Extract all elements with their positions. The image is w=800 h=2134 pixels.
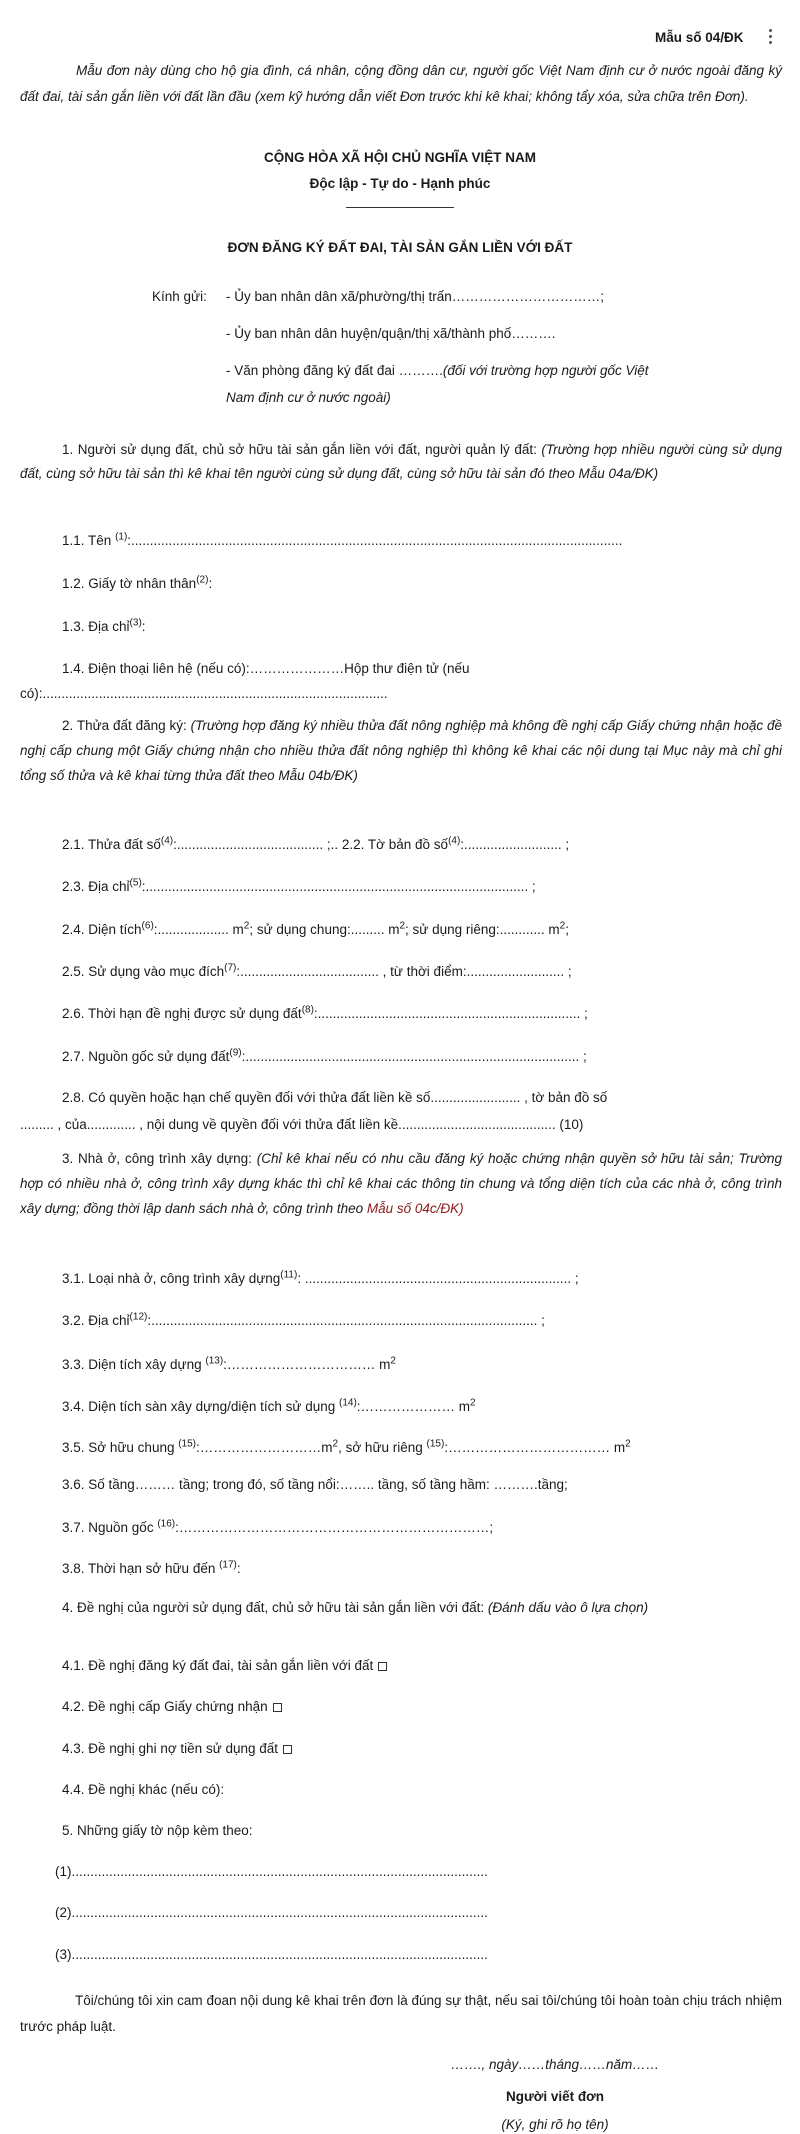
field-3-4-floor-area: 3.4. Diện tích sàn xây dựng/diện tích sử dụng $^{(14)}$:………………… $m^2$ [62,1397,476,1414]
signer-title: Người viết đơn [506,2089,604,2104]
form-intro: Mẫu đơn này dùng cho hộ gia đình, cá nhân, cộng đồng dân cư, người gốc Việt Nam định cư ở nước ngoài đăng ký đất đai, tài sản gắn liền với đất lần đầu (xem kỹ hướng dẫn viết Đơn trước khi kê khai; không tẩy xóa, sửa chữa trên Đơn). [20,63,782,104]
field-2-1-parcel-number: 2.1. Thửa đất số$^{(4)}$:....................................... ;.. 2.2. Tờ bản đồ số$^{(4)}$:.......................... ; [62,835,570,852]
field-3-8-ownership-term: 3.8. Thời hạn sở hữu đến $^{(17)}$: [62,1559,241,1576]
country-name: CỘNG HÒA XÃ HỘI CHỦ NGHĨA VIỆT NAM [263,150,536,165]
field-3-5-ownership: 3.5. Sở hữu chung $^{(15)}:\dots\dots\dots\dots\dots\dots\dots\dots\dots m^2$, sở hữu riêng $^{(15)}$:……………………………… $m^2$ [62,1438,631,1455]
option-4-1-register[interactable]: 4.1. Đề nghị đăng ký đất đai, tài sản gắn liền với đất [62,1657,387,1675]
attachment-line-1: (1)............................................................................................................... [55,1864,488,1879]
field-2-7-origin: 2.7. Nguồn gốc sử dụng đất$^{(9)}$:......................................................................................... ; [62,1047,587,1064]
signer-note: (Ký, ghi rõ họ tên) [501,2117,609,2132]
section-3-intro: 3. Nhà ở, công trình xây dựng: (Chỉ kê khai nếu có nhu cầu đăng ký hoặc chứng nhận quyền sở hữu tài sản; Trường hợp có nhiều nhà ở, công trình xây dựng khác thì chỉ kê khai các thông tin chung và tổng diện tích của các nhà ở, công trình xây dựng; đồng thời lập danh sách nhà ở, công trình theo Mẫu số 04c/ĐK) [20,1151,782,1216]
more-options-icon[interactable] [769,29,773,45]
checkbox-4-3[interactable] [283,1745,292,1754]
field-2-5-purpose: 2.5. Sử dụng vào mục đích$^{(7)}$:..................................... , từ thời điểm:.......................... ; [62,962,572,979]
field-3-6-floors: 3.6. Số tầng……… tầng; trong đó, số tầng nổi:…….. tầng, số tầng hầm: ……….tầng; [62,1477,568,1492]
field-1-2-identity: 1.2. Giấy tờ nhân thân$^{(2)}$: [62,574,213,591]
field-1-4-phone-email: 1.4. Điện thoại liên hệ (nếu có):…………………Hộp thư điện tử (nếu [62,661,470,676]
section-5-title: 5. Những giấy tờ nộp kèm theo: [62,1823,253,1838]
recipient-land-office-note: Nam định cư ở nước ngoài) [226,390,391,405]
field-2-4-area: 2.4. Diện tích$^{(6)}$:................... $m^2$; sử dụng chung:......... $m^2$; sử dụng riêng:............ $m^2$; [62,920,569,937]
field-3-1-building-type: 3.1. Loại nhà ở, công trình xây dựng$^{(11)}$: ....................................................................... ; [62,1269,579,1286]
recipient-district: - Ủy ban nhân dân huyện/quận/thị xã/thành phố………. [226,326,556,341]
recipient-commune: - Ủy ban nhân dân xã/phường/thị trấn……………………………; [226,289,605,304]
option-4-4-other: 4.4. Đề nghị khác (nếu có): [62,1782,225,1797]
field-1-4-phone-email-cont: có):............................................................................................ [20,686,388,701]
field-2-6-term: 2.6. Thời hạn đề nghị được sử dụng đất$^{(8)}$:...................................................................... ; [62,1004,588,1021]
form-04c-link[interactable]: Mẫu số 04c/ĐK) [366,1201,464,1216]
field-2-3-address: 2.3. Địa chỉ$^{(5)}$:...................................................................................................... ; [62,877,536,894]
field-3-7-origin: 3.7. Nguồn gốc $^{(16)}$:……………………………………………………………; [62,1518,494,1535]
checkbox-4-2[interactable] [273,1703,282,1712]
signature-date: ……., ngày……tháng……năm…… [450,2057,660,2072]
recipients-label: Kính gửi: [152,289,207,304]
motto-underline [346,207,454,208]
attachment-line-2: (2)............................................................................................................... [55,1905,488,1920]
field-1-1-name: 1.1. Tên $^{(1)}$:................................................................................................................................... [62,531,623,548]
declaration: Tôi/chúng tôi xin cam đoan nội dung kê khai trên đơn là đúng sự thật, nếu sai tôi/chúng tôi hoàn toàn chịu trách nhiệm trước pháp luật. [20,1993,782,2034]
attachment-line-3: (3)............................................................................................................... [55,1947,488,1962]
recipient-land-office: - Văn phòng đăng ký đất đai ……….(đối với trường hợp người gốc Việt [226,363,649,378]
field-2-8-adjacent-rights: 2.8. Có quyền hoặc hạn chế quyền đối với thửa đất liền kề số........................ , tờ bản đồ số [62,1090,608,1105]
field-3-2-address: 3.2. Địa chỉ$^{(12)}$:....................................................................................................... ; [62,1311,545,1328]
option-4-2-certificate[interactable]: 4.2. Đề nghị cấp Giấy chứng nhận [62,1698,282,1716]
field-2-8-adjacent-rights-cont: ......... , của............. , nội dung về quyền đối với thửa đất liền kề.......................................... (10) [20,1117,584,1132]
section-2-intro: 2. Thửa đất đăng ký: (Trường hợp đăng ký nhiều thửa đất nông nghiệp mà không đề nghị cấp Giấy chứng nhận hoặc đề nghị cấp chung một Giấy chứng nhận cho nhiều thửa đất nông nghiệp thì không kê khai các nội dung tại Mục này mà chỉ ghi tổng số thửa và kê khai từng thửa đất theo Mẫu 04b/ĐK) [20,718,782,783]
field-1-3-address: 1.3. Địa chỉ$^{(3)}$: [62,617,146,634]
option-4-3-debt[interactable]: 4.3. Đề nghị ghi nợ tiền sử dụng đất [62,1740,292,1758]
field-3-3-build-area: 3.3. Diện tích xây dựng $^{(13)}$:…………………………… $m^2$ [62,1355,396,1372]
national-motto: Độc lập - Tự do - Hạnh phúc [309,176,491,191]
section-1-intro: 1. Người sử dụng đất, chủ sở hữu tài sản gắn liền với đất, người quản lý đất: (Trường hợp nhiều người cùng sử dụng đất, cùng sở hữu tài sản thì kê khai tên người cùng sử dụng đất, cùng sở hữu tài sản đó theo Mẫu 04a/ĐK) [20,442,782,481]
checkbox-4-1[interactable] [378,1662,387,1671]
form-number: Mẫu số 04/ĐK [655,30,744,45]
section-4-intro: 4. Đề nghị của người sử dụng đất, chủ sở hữu tài sản gắn liền với đất: (Đánh dấu vào ô lựa chọn) [62,1600,649,1615]
form-title: ĐƠN ĐĂNG KÝ ĐẤT ĐAI, TÀI SẢN GẮN LIỀN VỚI ĐẤT [227,240,573,255]
